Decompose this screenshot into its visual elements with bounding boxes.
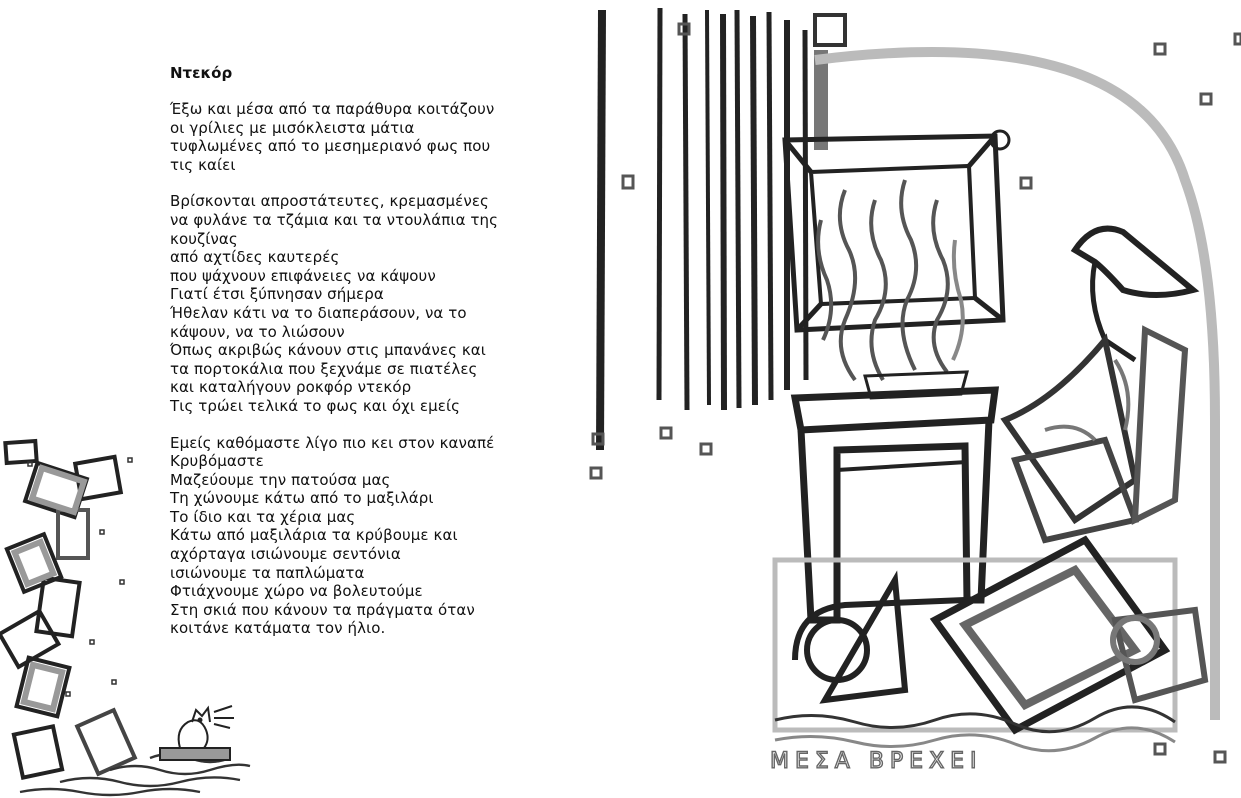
poem-line: κουζίνας [170, 229, 238, 248]
poem-line: τις καίει [170, 155, 236, 174]
poem-line: Τις τρώει τελικά το φως και όχι εμείς [170, 396, 461, 415]
poem-line: από αχτίδες καυτερές [170, 248, 340, 267]
poem-line: Γιατί έτσι ξύπνησαν σήμερα [170, 285, 384, 304]
poem-line: Ήθελαν κάτι να το διαπεράσουν, να το [170, 303, 467, 322]
poem-line: Τη χώνουμε κάτω από το μαξιλάρι [170, 489, 434, 508]
kitchen-illustration [575, 0, 1241, 798]
poem-line: τα πορτοκάλια που ξεχνάμε σε πιατέλες [170, 359, 478, 378]
poem-line: Φτιάχνουμε χώρο να βολευτούμε [170, 582, 423, 601]
poem-line: Κάτω από μαξιλάρια τα κρύβουμε και [170, 526, 458, 545]
poem-line: Κρυβόμαστε [170, 452, 264, 471]
poem-line: Βρίσκονται απροστάτευτες, κρεμασμένες [170, 192, 489, 211]
poem-line: κοιτάνε κατάματα τον ήλιο. [170, 619, 386, 638]
poem-line: ισιώνουμε τα παπλώματα [170, 563, 365, 582]
poem-line: Μαζεύουμε την πατούσα μας [170, 470, 391, 489]
poem-line: αχόρταγα ισιώνουμε σεντόνια [170, 545, 401, 564]
falling-frames-drawing [0, 430, 260, 798]
illustration-caption [760, 738, 1020, 778]
poem-title: Ντεκόρ [170, 64, 233, 82]
poem-line: κάψουν, να το λιώσουν [170, 322, 345, 341]
poem-line: τυφλωμένες από το μεσημεριανό φως που [170, 137, 491, 156]
poem-line: Εμείς καθόμαστε λίγο πιο κει στον καναπέ [170, 433, 495, 452]
poem-line: Το ίδιο και τα χέρια μας [170, 507, 356, 526]
poem-stanza-1 [170, 100, 550, 174]
caption-text: ΜΕΣΑ ΒΡΕΧΕΙ [770, 749, 983, 774]
poem-line: και καταλήγουν ροκφόρ ντεκόρ [170, 378, 412, 397]
poem-line: να φυλάνε τα τζάμια και τα ντουλάπια της [170, 210, 499, 229]
poem-stanza-2 [170, 192, 550, 415]
poem-line: Όπως ακριβώς κάνουν στις μπανάνες και [170, 341, 486, 360]
poem-line: που ψάχνουν επιφάνειες να κάψουν [170, 266, 436, 285]
poem-line: οι γρίλιες με μισόκλειστα μάτια [170, 118, 415, 137]
poem-line: Στη σκιά που κάνουν τα πράγματα όταν [170, 600, 475, 619]
poem-line: Έξω και μέσα από τα παράθυρα κοιτάζουν [170, 100, 495, 118]
